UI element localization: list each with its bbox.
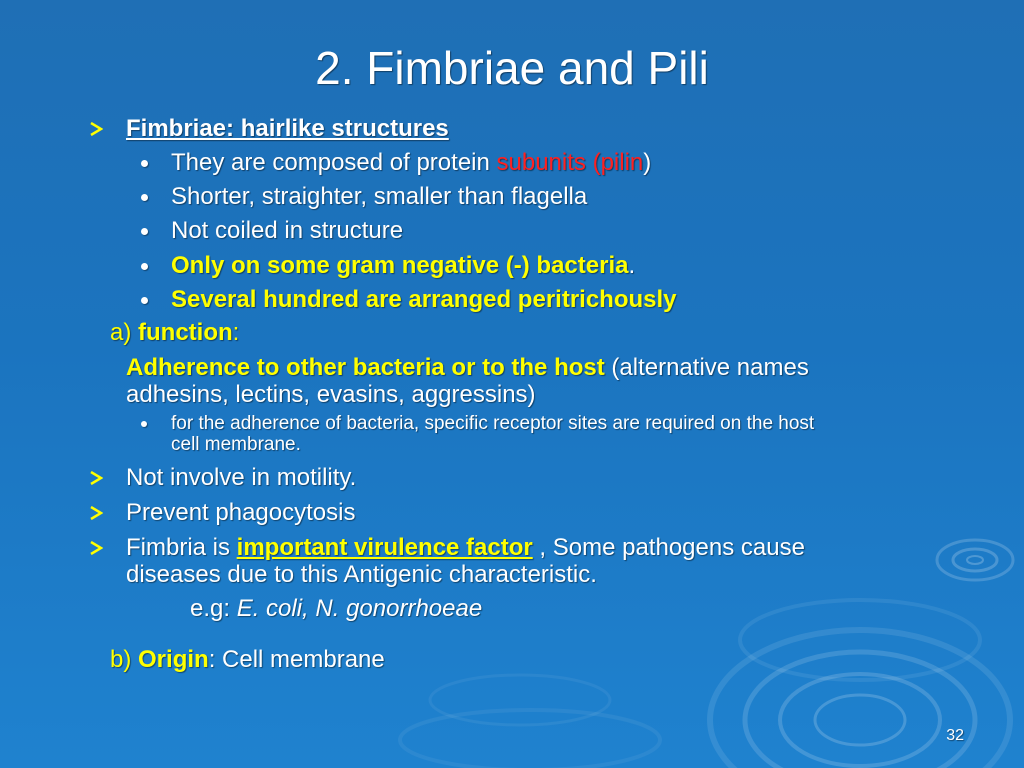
dot-bullet-icon	[141, 263, 148, 270]
dot-bullet-icon	[141, 228, 148, 235]
bullet-phagocytosis: Prevent phagocytosis	[126, 499, 356, 526]
bullet-virulence-line2: diseases due to this Antigenic characteristic.	[126, 561, 597, 588]
bullet-fimbriae-heading: Fimbriae: hairlike structures	[126, 115, 449, 142]
page-number: 32	[946, 727, 964, 744]
arrow-bullet-icon	[89, 541, 103, 555]
origin-line: b) Origin: Cell membrane	[110, 646, 385, 673]
dot-bullet-icon	[141, 194, 148, 201]
arrow-bullet-icon	[89, 122, 103, 136]
arrow-bullet-icon	[89, 471, 103, 485]
arrow-bullet-icon	[89, 506, 103, 520]
bullet-gram-negative: Only on some gram negative (-) bacteria.	[171, 252, 636, 279]
bullet-protein-subunits: They are composed of protein subunits (pilin)	[171, 149, 652, 176]
bullet-not-motility: Not involve in motility.	[126, 464, 357, 491]
example-species: e.g: E. coli, N. gonorrhoeae	[190, 595, 483, 622]
bullet-not-coiled: Not coiled in structure	[171, 217, 404, 244]
receptor-text-line2: cell membrane.	[171, 434, 301, 455]
adherence-text-line2: adhesins, lectins, evasins, aggressins)	[126, 381, 536, 408]
function-heading: a) function:	[110, 319, 240, 346]
dot-bullet-icon	[141, 297, 148, 304]
receptor-text-line1: for the adherence of bacteria, specific receptor sites are required on the host	[171, 413, 815, 434]
bullet-virulence-line1: Fimbria is important virulence factor , Some pathogens cause	[126, 534, 805, 561]
bullet-peritrichous: Several hundred are arranged peritrichously	[171, 286, 677, 313]
bullet-shorter: Shorter, straighter, smaller than flagella	[171, 183, 588, 210]
dot-bullet-icon	[141, 421, 147, 427]
adherence-text-line1: Adherence to other bacteria or to the host (alternative names	[126, 354, 809, 381]
dot-bullet-icon	[141, 160, 148, 167]
slide-title: 2. Fimbriae and Pili	[315, 42, 709, 94]
